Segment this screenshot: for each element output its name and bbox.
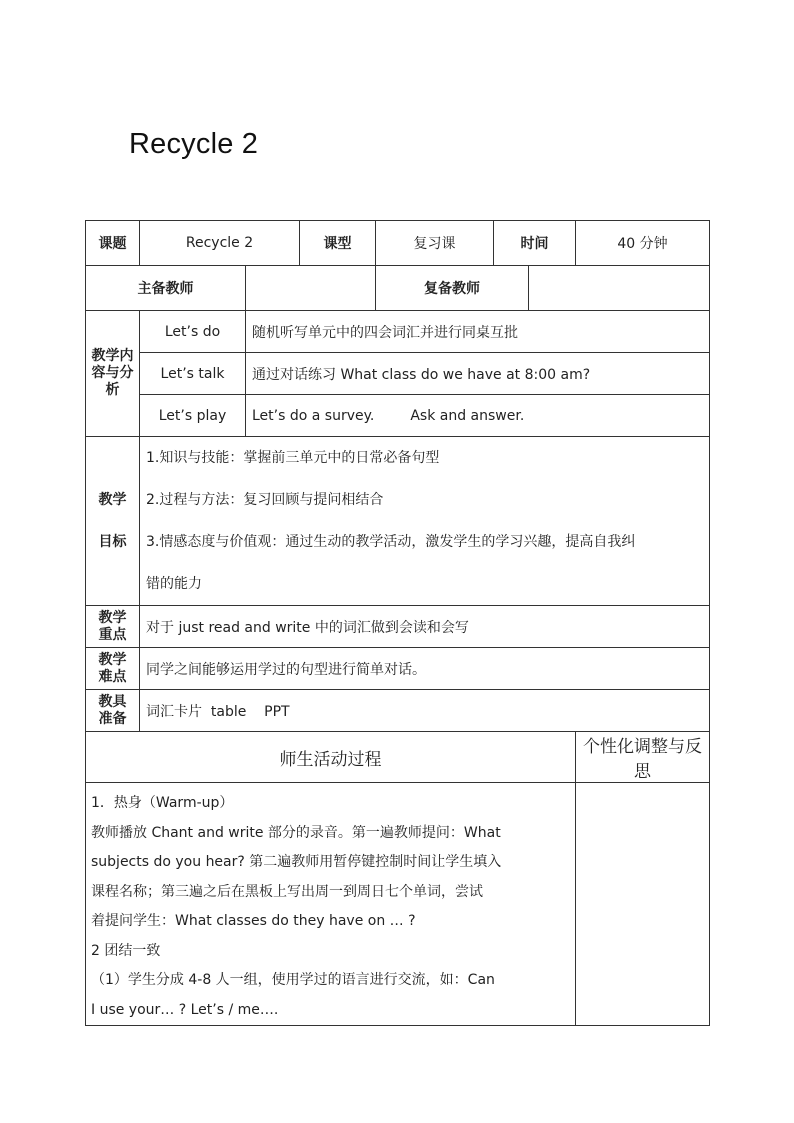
main-teacher-label: 主备教师 [86,266,246,311]
process-header: 师生活动过程 [86,732,576,783]
content-text: 通过对话练习 What class do we have at 8:00 am? [246,353,710,395]
content-row [86,353,710,395]
content-analysis-label: 教学内容与分析 [86,311,140,437]
co-teacher-value [529,266,710,311]
goal-line: 1.知识与技能：掌握前三单元中的日常必备句型 [146,450,440,466]
process-header-row [86,732,710,783]
lesson-plan-table [85,220,710,1026]
topic-label: 课题 [86,221,140,266]
ask-answer-text: Ask and answer. [410,407,525,424]
document-title: Recycle 2 [129,128,259,160]
header-row [86,221,710,266]
process-line: 教师播放 Chant and write 部分的录音。第一遍教师提问：What [91,824,501,841]
difficulties-row [86,648,710,690]
goal-line: 2.过程与方法：复习回顾与提问相结合 [146,492,384,508]
key-points-row [86,606,710,648]
tools-text: 词汇卡片 table PPT [140,690,710,732]
process-line: 课程名称；第三遍之后在黑板上写出周一到周日七个单词，尝试 [91,883,483,900]
content-text [246,395,710,437]
difficulties-text: 同学之间能够运用学过的句型进行简单对话。 [140,648,710,690]
content-row [86,311,710,353]
content-sub-label: Let’s talk [140,353,246,395]
time-value: 40 分钟 [576,221,710,266]
process-line: subjects do you hear? 第二遍教师用暂停键控制时间让学生填入 [91,854,502,870]
key-points-text: 对于 just read and write 中的词汇做到会读和会写 [140,606,710,648]
process-line: I use your… ? Let’s / me…. [91,1001,279,1018]
time-label: 时间 [494,221,576,266]
main-teacher-value [246,266,376,311]
process-line: （1）学生分成 4-8 人一组，使用学过的语言进行交流，如：Can [91,972,495,988]
process-line: 着提问学生：What classes do they have on … ? [91,913,416,929]
survey-text: Let’s do a survey. [252,407,375,424]
goals-row [86,437,710,606]
type-label: 课型 [300,221,376,266]
co-teacher-label: 复备教师 [376,266,529,311]
difficulties-label: 教学难点 [86,648,140,690]
teachers-row [86,266,710,311]
type-value: 复习课 [376,221,494,266]
goals-label: 教学目标 [86,437,140,606]
goal-line: 3.情感态度与价值观：通过生动的教学活动，激发学生的学习兴趣，提高自我纠 [146,534,636,550]
reflection-cell [576,783,710,1026]
process-content [86,783,576,1026]
tools-label: 教具准备 [86,690,140,732]
tools-row [86,690,710,732]
process-line: 1．热身（Warm-up） [91,795,234,811]
content-sub-label: Let’s do [140,311,246,353]
reflection-header: 个性化调整与反思 [576,732,710,783]
content-row [86,395,710,437]
goal-line: 错的能力 [146,576,202,592]
content-sub-label: Let’s play [140,395,246,437]
key-points-label: 教学重点 [86,606,140,648]
goals-content [140,437,710,606]
process-line: 2 团结一致 [91,942,161,959]
process-body-row [86,783,710,1026]
content-text: 随机听写单元中的四会词汇并进行同桌互批 [246,311,710,353]
topic-value: Recycle 2 [140,221,300,266]
